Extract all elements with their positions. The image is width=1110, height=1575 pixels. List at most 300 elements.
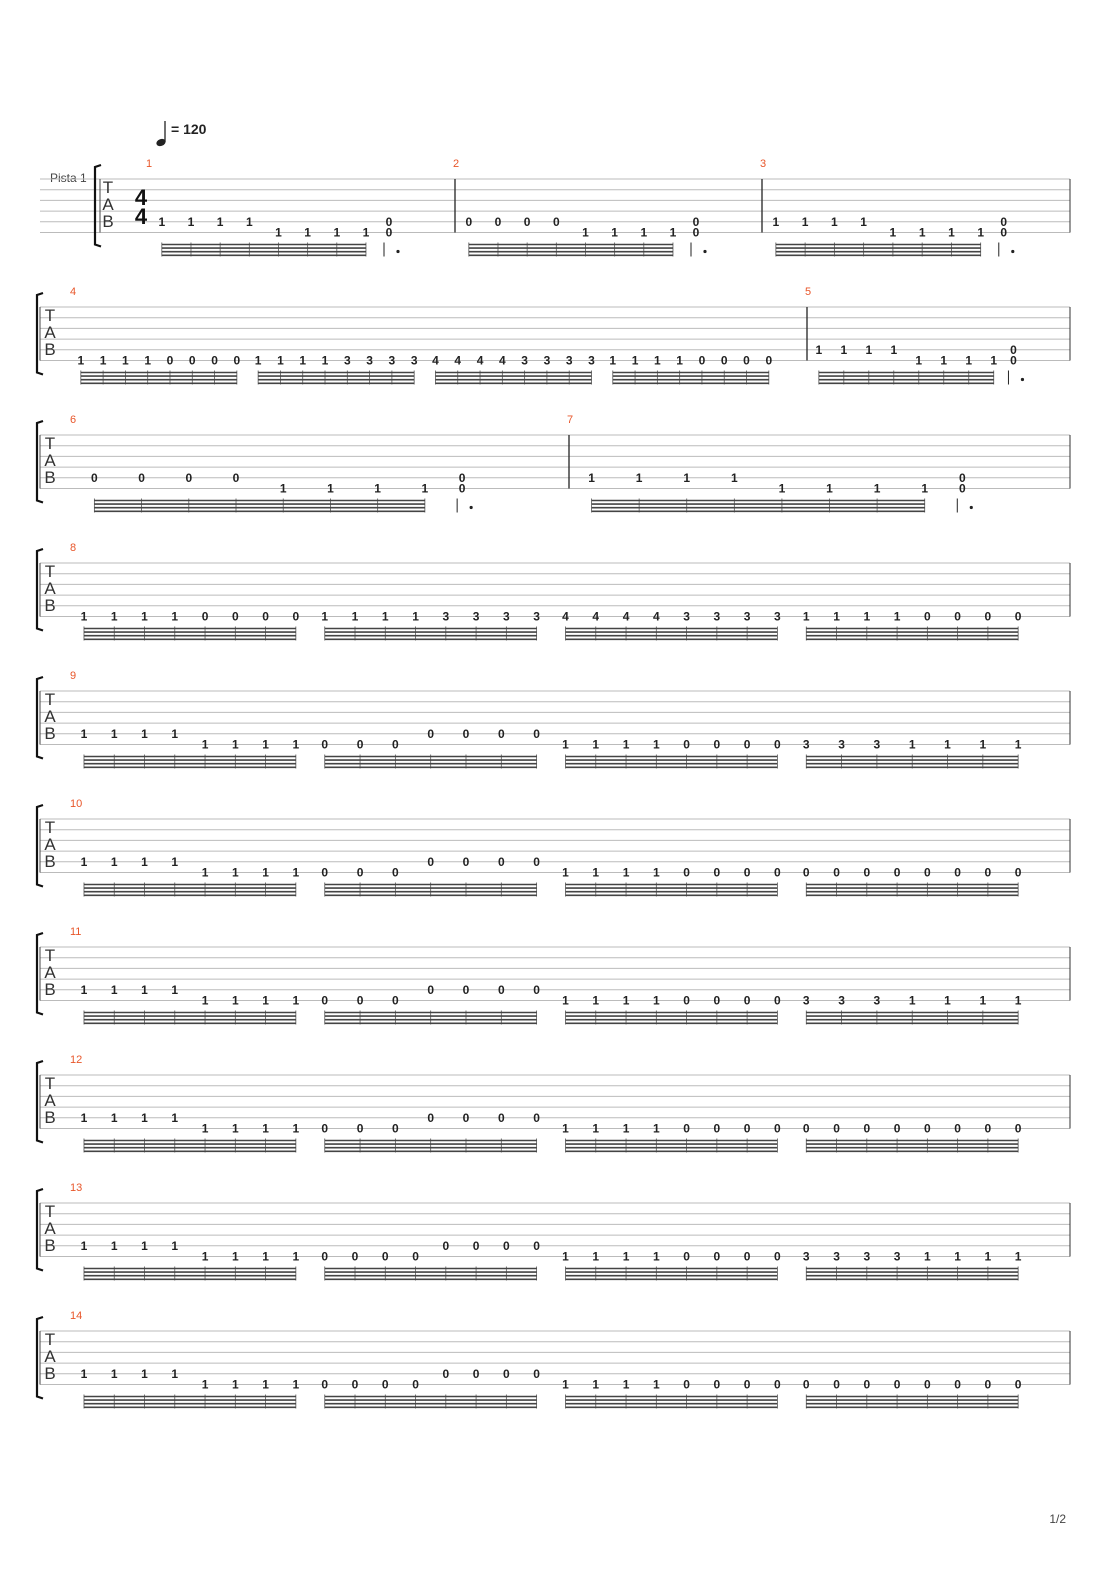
tab-clef-letter: B	[44, 724, 56, 743]
fret-number: 0	[713, 1377, 721, 1392]
fret-number: 1	[171, 854, 179, 869]
fret-number: 1	[582, 225, 589, 240]
fret-number: 1	[80, 609, 88, 624]
fret-number: 1	[562, 1249, 569, 1264]
fret-number: 1	[292, 993, 300, 1008]
fret-number: 1	[299, 353, 307, 368]
fret-number: 0	[427, 854, 435, 869]
fret-number: 0	[1014, 1377, 1022, 1392]
fret-number: 1	[362, 225, 370, 240]
fret-number: 1	[80, 982, 88, 997]
fret-number: 1	[948, 225, 955, 240]
fret-number: 1	[110, 982, 118, 997]
dot	[396, 250, 399, 253]
fret-number: 3	[833, 1249, 840, 1264]
fret-number: 1	[201, 865, 209, 880]
tab-clef-letter: B	[44, 340, 56, 359]
fret-number: 1	[635, 470, 643, 485]
fret-number: 3	[863, 1249, 871, 1264]
fret-number: 1	[80, 854, 88, 869]
fret-number: 0	[683, 737, 690, 752]
fret-number: 1	[141, 726, 148, 741]
fret-number: 0	[1014, 1121, 1022, 1136]
fret-number: 0	[427, 726, 435, 741]
fret-number: 0	[503, 1366, 510, 1381]
fret-number: 0	[774, 1377, 781, 1392]
score-header	[50, 121, 207, 185]
quarter-note-icon	[155, 121, 166, 147]
fret-number: 1	[80, 1238, 88, 1253]
measure	[760, 158, 1014, 257]
fret-number: 0	[743, 1377, 751, 1392]
fret-number: 3	[588, 353, 595, 368]
measure	[70, 1182, 1022, 1281]
fret-number: 1	[562, 993, 569, 1008]
measure	[70, 1310, 1022, 1409]
fret-number: 0	[533, 982, 540, 997]
fret-number: 1	[110, 1366, 118, 1381]
fret-number: 0	[1010, 353, 1017, 368]
fret-number: 0	[833, 865, 840, 880]
fret-number: 0	[321, 865, 329, 880]
tab-clef-letter: A	[44, 323, 56, 342]
tab-system	[37, 670, 1070, 769]
fret-number: 3	[503, 609, 510, 624]
fret-number: 1	[860, 214, 867, 229]
tab-clef-letter: T	[44, 690, 56, 709]
fret-number: 0	[954, 609, 961, 624]
tab-clef-letter: B	[44, 1236, 56, 1255]
fret-number: 0	[465, 214, 473, 229]
fret-number: 0	[385, 225, 393, 240]
fret-number: 0	[533, 854, 540, 869]
fret-number: 0	[802, 865, 810, 880]
fret-number: 1	[622, 865, 630, 880]
fret-number: 1	[940, 353, 948, 368]
fret-number: 1	[327, 481, 334, 496]
measure	[70, 926, 1022, 1025]
fret-number: 1	[292, 1377, 300, 1392]
fret-number: 0	[458, 481, 466, 496]
fret-number: 1	[890, 342, 898, 357]
tab-system	[37, 286, 1070, 385]
fret-number: 1	[954, 1249, 961, 1264]
measure-number: 2	[453, 158, 460, 170]
fret-number: 1	[1014, 1249, 1022, 1264]
tab-clef-letter: A	[44, 1219, 56, 1238]
measure	[70, 286, 772, 385]
fret-number: 0	[412, 1377, 419, 1392]
fret-number: 1	[231, 993, 239, 1008]
fret-number: 0	[392, 993, 399, 1008]
fret-number: 0	[462, 726, 470, 741]
tab-clef-letter: T	[44, 818, 56, 837]
fret-number: 4	[498, 353, 506, 368]
fret-number: 0	[863, 1377, 871, 1392]
fret-number: 0	[91, 470, 98, 485]
fret-number: 1	[171, 1238, 179, 1253]
fret-number: 0	[211, 353, 218, 368]
fret-number: 3	[472, 609, 480, 624]
fret-number: 1	[231, 1121, 239, 1136]
fret-number: 3	[683, 609, 690, 624]
fret-number: 0	[412, 1249, 419, 1264]
dot	[1021, 378, 1024, 381]
fret-number: 1	[262, 737, 269, 752]
fret-number: 1	[592, 993, 600, 1008]
fret-number: 1	[889, 225, 897, 240]
fret-number: 1	[622, 993, 630, 1008]
measure-number: 5	[805, 286, 812, 298]
fret-number: 0	[321, 1121, 329, 1136]
tab-system	[37, 1182, 1070, 1281]
fret-number: 0	[683, 1249, 690, 1264]
fret-number: 1	[915, 353, 923, 368]
fret-number: 3	[366, 353, 373, 368]
tab-clef-letter: T	[44, 562, 56, 581]
fret-number: 0	[497, 982, 505, 997]
tab-clef-letter: T	[44, 1202, 56, 1221]
fret-number: 1	[609, 353, 617, 368]
fret-number: 3	[410, 353, 418, 368]
tab-clef-letter: T	[44, 946, 56, 965]
fret-number: 1	[592, 737, 600, 752]
fret-number: 1	[110, 1238, 118, 1253]
measure-number: 6	[70, 414, 77, 426]
measure-number: 7	[567, 414, 574, 426]
tab-system	[37, 926, 1070, 1025]
fret-number: 0	[321, 993, 329, 1008]
fret-number: 1	[171, 1110, 179, 1125]
fret-number: 0	[863, 865, 871, 880]
fret-number: 0	[774, 865, 781, 880]
fret-number: 1	[893, 609, 901, 624]
tab-clef-letter: A	[44, 579, 56, 598]
tab-clef-letter: A	[44, 451, 56, 470]
fret-number: 1	[977, 225, 985, 240]
fret-number: 0	[166, 353, 174, 368]
measure-number: 3	[760, 158, 767, 170]
fret-number: 1	[80, 726, 88, 741]
fret-number: 1	[201, 993, 209, 1008]
fret-number: 0	[924, 1377, 931, 1392]
fret-number: 1	[277, 353, 284, 368]
fret-number: 0	[381, 1249, 389, 1264]
fret-number: 0	[392, 737, 399, 752]
fret-number: 1	[141, 1366, 148, 1381]
fret-number: 0	[232, 470, 240, 485]
fret-number: 4	[622, 609, 630, 624]
fret-number: 0	[392, 865, 399, 880]
fret-number: 0	[743, 1121, 751, 1136]
fret-number: 4	[454, 353, 462, 368]
fret-number: 0	[356, 1121, 364, 1136]
fret-number: 0	[954, 1121, 961, 1136]
fret-number: 1	[351, 609, 359, 624]
fret-number: 0	[533, 1238, 540, 1253]
fret-number: 1	[831, 214, 838, 229]
fret-number: 0	[533, 1366, 540, 1381]
fret-number: 1	[262, 1377, 269, 1392]
fret-number: 1	[562, 1121, 569, 1136]
fret-number: 1	[158, 214, 166, 229]
fret-number: 1	[171, 1366, 179, 1381]
fret-number: 1	[921, 481, 929, 496]
fret-number: 3	[893, 1249, 901, 1264]
fret-number: 0	[497, 726, 505, 741]
fret-number: 0	[765, 353, 773, 368]
fret-number: 1	[292, 1121, 300, 1136]
fret-number: 1	[833, 609, 840, 624]
fret-number: 0	[893, 1377, 901, 1392]
fret-number: 1	[292, 865, 300, 880]
fret-number: 0	[138, 470, 145, 485]
measure	[146, 158, 400, 257]
fret-number: 0	[683, 1377, 690, 1392]
fret-number: 0	[692, 225, 700, 240]
fret-number: 1	[333, 225, 341, 240]
fret-number: 3	[743, 609, 751, 624]
fret-number: 1	[141, 854, 148, 869]
tab-system	[37, 414, 1070, 513]
fret-number: 1	[304, 225, 311, 240]
fret-number: 4	[562, 609, 569, 624]
tab-clef-letter: T	[44, 1074, 56, 1093]
fret-number: 1	[802, 609, 810, 624]
fret-number: 0	[462, 1110, 470, 1125]
fret-number: 0	[954, 1377, 961, 1392]
measure-number: 14	[70, 1310, 83, 1322]
measure-number: 8	[70, 542, 77, 554]
fret-number: 1	[588, 470, 595, 485]
fret-number: 0	[984, 1377, 992, 1392]
fret-number: 1	[279, 481, 287, 496]
fret-number: 1	[141, 982, 148, 997]
fret-number: 1	[640, 225, 648, 240]
fret-number: 0	[427, 1110, 435, 1125]
fret-number: 1	[412, 609, 419, 624]
fret-number: 1	[562, 865, 569, 880]
fret-number: 0	[720, 353, 728, 368]
measure	[805, 286, 1024, 385]
fret-number: 0	[356, 865, 364, 880]
fret-number: 0	[683, 865, 690, 880]
fret-number: 1	[1014, 737, 1022, 752]
fret-number: 1	[840, 342, 848, 357]
fret-number: 0	[958, 470, 966, 485]
fret-number: 1	[654, 353, 661, 368]
fret-number: 3	[838, 737, 845, 752]
fret-number: 1	[292, 737, 300, 752]
fret-number: 4	[592, 609, 600, 624]
fret-number: 1	[611, 225, 618, 240]
fret-number: 0	[462, 854, 470, 869]
fret-number: 0	[321, 737, 329, 752]
fret-number: 1	[944, 993, 951, 1008]
fret-number: 0	[472, 1238, 480, 1253]
fret-number: 1	[652, 865, 660, 880]
fret-number: 1	[669, 225, 677, 240]
fret-number: 1	[908, 737, 916, 752]
fret-number: 1	[652, 1121, 660, 1136]
fret-number: 1	[245, 214, 253, 229]
fret-number: 1	[171, 726, 179, 741]
fret-number: 1	[421, 481, 429, 496]
fret-number: 3	[521, 353, 528, 368]
fret-number: 3	[802, 1249, 810, 1264]
fret-number: 0	[774, 737, 781, 752]
fret-number: 1	[216, 214, 224, 229]
fret-number: 0	[392, 1121, 399, 1136]
fret-number: 1	[622, 737, 630, 752]
fret-number: 0	[1010, 342, 1017, 357]
fret-number: 1	[254, 353, 262, 368]
fret-number: 3	[802, 737, 810, 752]
measure-number: 11	[70, 926, 82, 938]
measure-number: 1	[146, 158, 153, 170]
fret-number: 3	[873, 993, 881, 1008]
fret-number: 0	[984, 609, 992, 624]
fret-number: 0	[321, 1377, 329, 1392]
fret-number: 1	[141, 1110, 148, 1125]
fret-number: 1	[262, 993, 269, 1008]
tab-clef-letter: B	[44, 980, 56, 999]
fret-number: 1	[187, 214, 195, 229]
fret-number: 1	[622, 1249, 630, 1264]
fret-number: 1	[865, 342, 873, 357]
fret-number: 1	[979, 737, 987, 752]
fret-number: 0	[802, 1377, 810, 1392]
fret-number: 3	[838, 993, 845, 1008]
fret-number: 0	[713, 737, 721, 752]
fret-number: 0	[683, 1121, 690, 1136]
fret-number: 3	[543, 353, 551, 368]
fret-number: 1	[730, 470, 738, 485]
fret-number: 1	[562, 1377, 569, 1392]
fret-number: 1	[622, 1377, 630, 1392]
fret-number: 1	[622, 1121, 630, 1136]
tab-system	[37, 1054, 1070, 1153]
tab-clef-letter: A	[44, 707, 56, 726]
fret-number: 1	[292, 1249, 300, 1264]
fret-number: 1	[262, 1121, 269, 1136]
fret-number: 3	[802, 993, 810, 1008]
measure-number: 10	[70, 798, 83, 810]
measure-number: 9	[70, 670, 77, 682]
fret-number: 0	[233, 353, 241, 368]
tempo-marking: = 120	[171, 121, 207, 137]
fret-number: 4	[652, 609, 660, 624]
fret-number: 0	[984, 865, 992, 880]
measure-number: 13	[70, 1182, 83, 1194]
fret-number: 1	[1014, 993, 1022, 1008]
fret-number: 0	[774, 1249, 781, 1264]
fret-number: 0	[984, 1121, 992, 1136]
fret-number: 0	[698, 353, 706, 368]
tab-clef-letter: A	[44, 1347, 56, 1366]
fret-number: 1	[592, 1121, 600, 1136]
fret-number: 0	[713, 1121, 721, 1136]
fret-number: 1	[979, 993, 987, 1008]
fret-number: 1	[944, 737, 951, 752]
fret-number: 0	[774, 1121, 781, 1136]
fret-number: 0	[958, 481, 966, 496]
measure-number: 4	[70, 286, 77, 298]
tab-clef-letter: B	[44, 1108, 56, 1127]
fret-number: 1	[772, 214, 780, 229]
fret-number: 3	[388, 353, 396, 368]
fret-number: 0	[893, 1121, 901, 1136]
fret-number: 1	[924, 1249, 931, 1264]
measure	[70, 542, 1022, 641]
fret-number: 0	[863, 1121, 871, 1136]
tab-clef-letter: B	[102, 212, 114, 231]
fret-number: 0	[533, 726, 540, 741]
fret-number: 1	[201, 737, 209, 752]
fret-number: 0	[924, 609, 931, 624]
tab-system	[37, 542, 1070, 641]
fret-number: 0	[188, 353, 196, 368]
fret-number: 0	[262, 609, 269, 624]
fret-number: 1	[984, 1249, 992, 1264]
tab-clef-letter: T	[44, 306, 56, 325]
fret-number: 0	[924, 865, 931, 880]
fret-number: 0	[683, 993, 690, 1008]
fret-number: 0	[893, 865, 901, 880]
dot	[970, 506, 973, 509]
time-signature-numerator: 4	[134, 185, 148, 210]
measure	[567, 414, 973, 513]
fret-number: 1	[110, 609, 118, 624]
dot	[1011, 250, 1014, 253]
tab-clef-letter: B	[44, 852, 56, 871]
fret-number: 0	[1000, 225, 1008, 240]
fret-number: 0	[1014, 609, 1022, 624]
fret-number: 0	[351, 1377, 359, 1392]
fret-number: 1	[815, 342, 823, 357]
fret-number: 0	[743, 865, 751, 880]
measure	[70, 414, 473, 513]
fret-number: 1	[80, 1110, 88, 1125]
fret-number: 0	[533, 1110, 540, 1125]
measure	[70, 798, 1022, 897]
tab-clef-letter: A	[44, 963, 56, 982]
fret-number: 0	[472, 1366, 480, 1381]
track-name: Pista 1	[50, 171, 87, 185]
fret-number: 1	[275, 225, 282, 240]
fret-number: 0	[494, 214, 502, 229]
fret-number: 3	[533, 609, 540, 624]
fret-number: 0	[774, 993, 781, 1008]
fret-number: 1	[231, 1377, 239, 1392]
tab-clef-letter: T	[102, 178, 114, 197]
page-number: 1/2	[1049, 1512, 1066, 1526]
fret-number: 0	[1000, 214, 1008, 229]
fret-number: 1	[122, 353, 129, 368]
measure	[70, 670, 1022, 769]
fret-number: 4	[476, 353, 484, 368]
fret-number: 1	[592, 1377, 600, 1392]
fret-number: 0	[356, 737, 364, 752]
measure-number: 12	[70, 1054, 83, 1066]
tab-clef-letter: A	[44, 1091, 56, 1110]
fret-number: 1	[863, 609, 871, 624]
fret-number: 1	[99, 353, 107, 368]
fret-number: 3	[442, 609, 450, 624]
fret-number: 1	[778, 481, 786, 496]
fret-number: 0	[924, 1121, 931, 1136]
fret-number: 0	[185, 470, 193, 485]
